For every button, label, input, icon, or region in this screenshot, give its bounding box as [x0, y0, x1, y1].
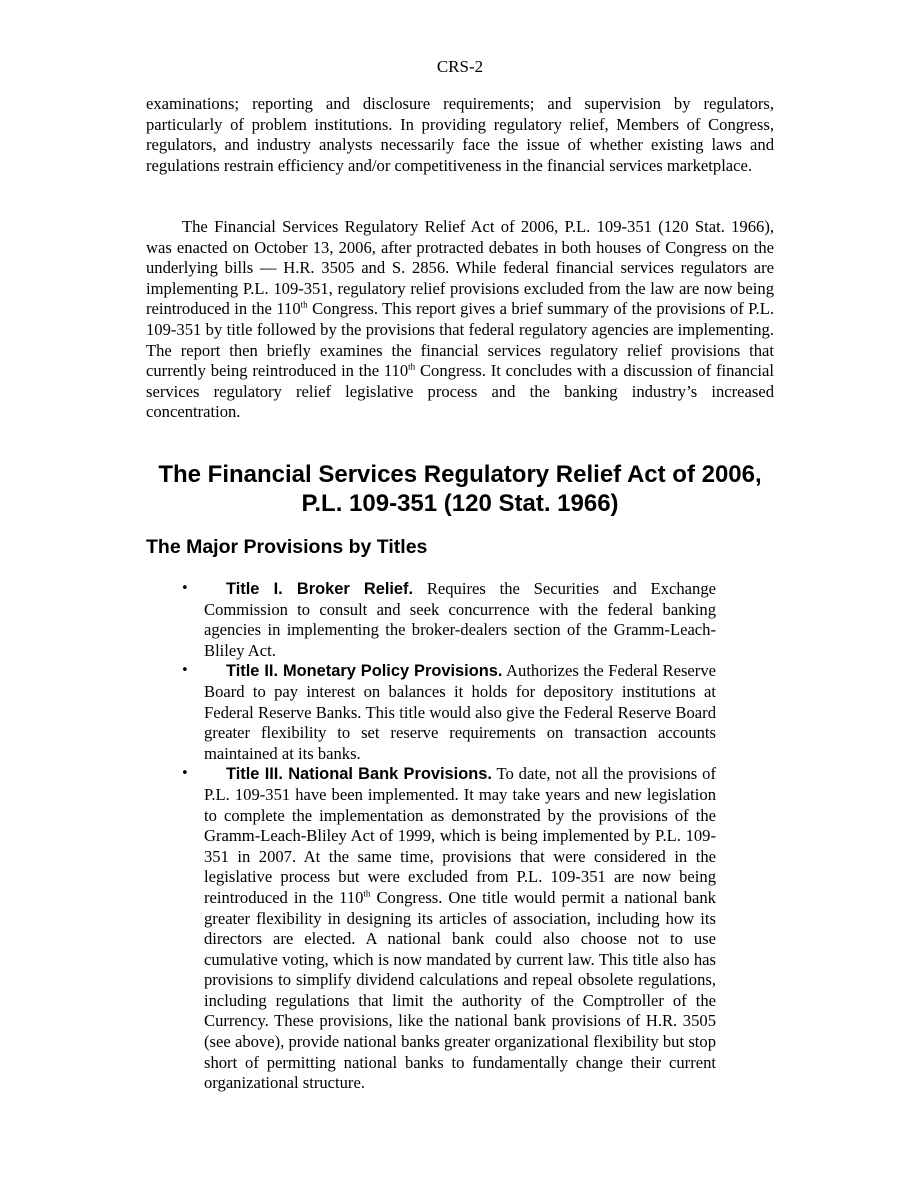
main-heading-line2: P.L. 109-351 (120 Stat. 1966) — [301, 490, 619, 517]
act-summary-paragraph — [146, 217, 774, 423]
act-summary-text-part3: Congress. It concludes with a discussion of financial services regulatory relief legislative process and the banking industry’s increased concentration. — [146, 361, 774, 422]
list-item-title-2 — [181, 661, 716, 764]
main-heading-line1: The Financial Services Regulatory Relief Act of 2006, — [158, 461, 762, 488]
act-summary-text-part1: The Financial Services Regulatory Relief Act of 2006, P.L. 109-351 (120 Stat. 1966), was enacted on October 13, 2006, after protracted debates in both houses of Congress on the underlying bills — H.R. 3505 and S. 2856. While federal financial services regulators are implementing P.L. 109-351, regulatory relief provisions excluded from the law are now being reintroduced in the 110 — [146, 217, 774, 319]
list-item-text: Requires the Securities and Exchange Commission to consult and seek concurrence with the federal banking agencies in implementing the broker-dealers section of the Gramm-Leach-Bliley Act. — [204, 579, 716, 660]
list-item-title: Title II. Monetary Policy Provisions. — [226, 662, 503, 681]
main-heading — [0, 460, 920, 518]
bullet-icon: • — [181, 766, 189, 782]
titles-list — [0, 579, 716, 1094]
list-item-text-part2: Congress. One title would permit a national bank greater flexibility in designing its articles of association, including how its directors are elected. A national bank could also choose not to use cumulative voting, which is now mandated by current law. This title also has provisions to simplify dividend calculations and repeal obsolete regulations, including regulations that limit the authority of the Comptroller of the Currency. These provisions, like the national bank provisions of H.R. 3505 (see above), provide national banks greater organizational flexibility but stop short of permitting national banks to fundamentally change their current organizational structure. — [204, 887, 716, 1093]
bullet-icon: • — [181, 581, 189, 596]
list-item-title-1 — [181, 579, 716, 661]
ordinal-suffix: th — [363, 888, 371, 899]
list-item-title-3 — [181, 764, 716, 1094]
act-summary-text-part2: Congress. This report gives a brief summary of the provisions of P.L. 109-351 by title followed by the provisions that federal regulatory agencies are implementing. The report then briefly examines the financial services regulatory relief provisions that currently being reintroduced in the 110 — [146, 299, 774, 381]
section-heading: The Major Provisions by Titles — [146, 536, 428, 558]
list-item-text-part1: To date, not all the provisions of P.L. 109-351 have been implemented. It may take years and new legislation to complete the implementation as demonstrated by the provisions of the Gramm-Leach-Bliley Act of 1999, which is being implemented by P.L. 109-351 in 2007. At the same time, provisions that were considered in the legislative process but were excluded from P.L. 109-351 are now being reintroduced in the 110 — [204, 764, 716, 907]
bullet-icon: • — [181, 663, 189, 679]
list-item-text: Authorizes the Federal Reserve Board to pay interest on balances it holds for depository institutions at Federal Reserve Banks. This title would also give the Federal Reserve Board greater flexibility to set reserve requirements on transaction accounts maintained at its banks. — [204, 661, 716, 763]
page-number: CRS-2 — [436, 57, 484, 76]
ordinal-suffix: th — [408, 361, 416, 372]
list-item-title: Title I. Broker Relief. — [226, 580, 414, 598]
list-item-title: Title III. National Bank Provisions. — [226, 765, 492, 784]
ordinal-suffix: th — [300, 299, 308, 310]
intro-paragraph-continued: examinations; reporting and disclosure requirements; and supervision by regulators, particularly of problem institutions. In providing regulatory relief, Members of Congress, regulators, and industry analysts necessarily face the issue of whether existing laws and regulations restrain efficiency and/or competitiveness in the financial services marketplace. — [146, 94, 774, 175]
